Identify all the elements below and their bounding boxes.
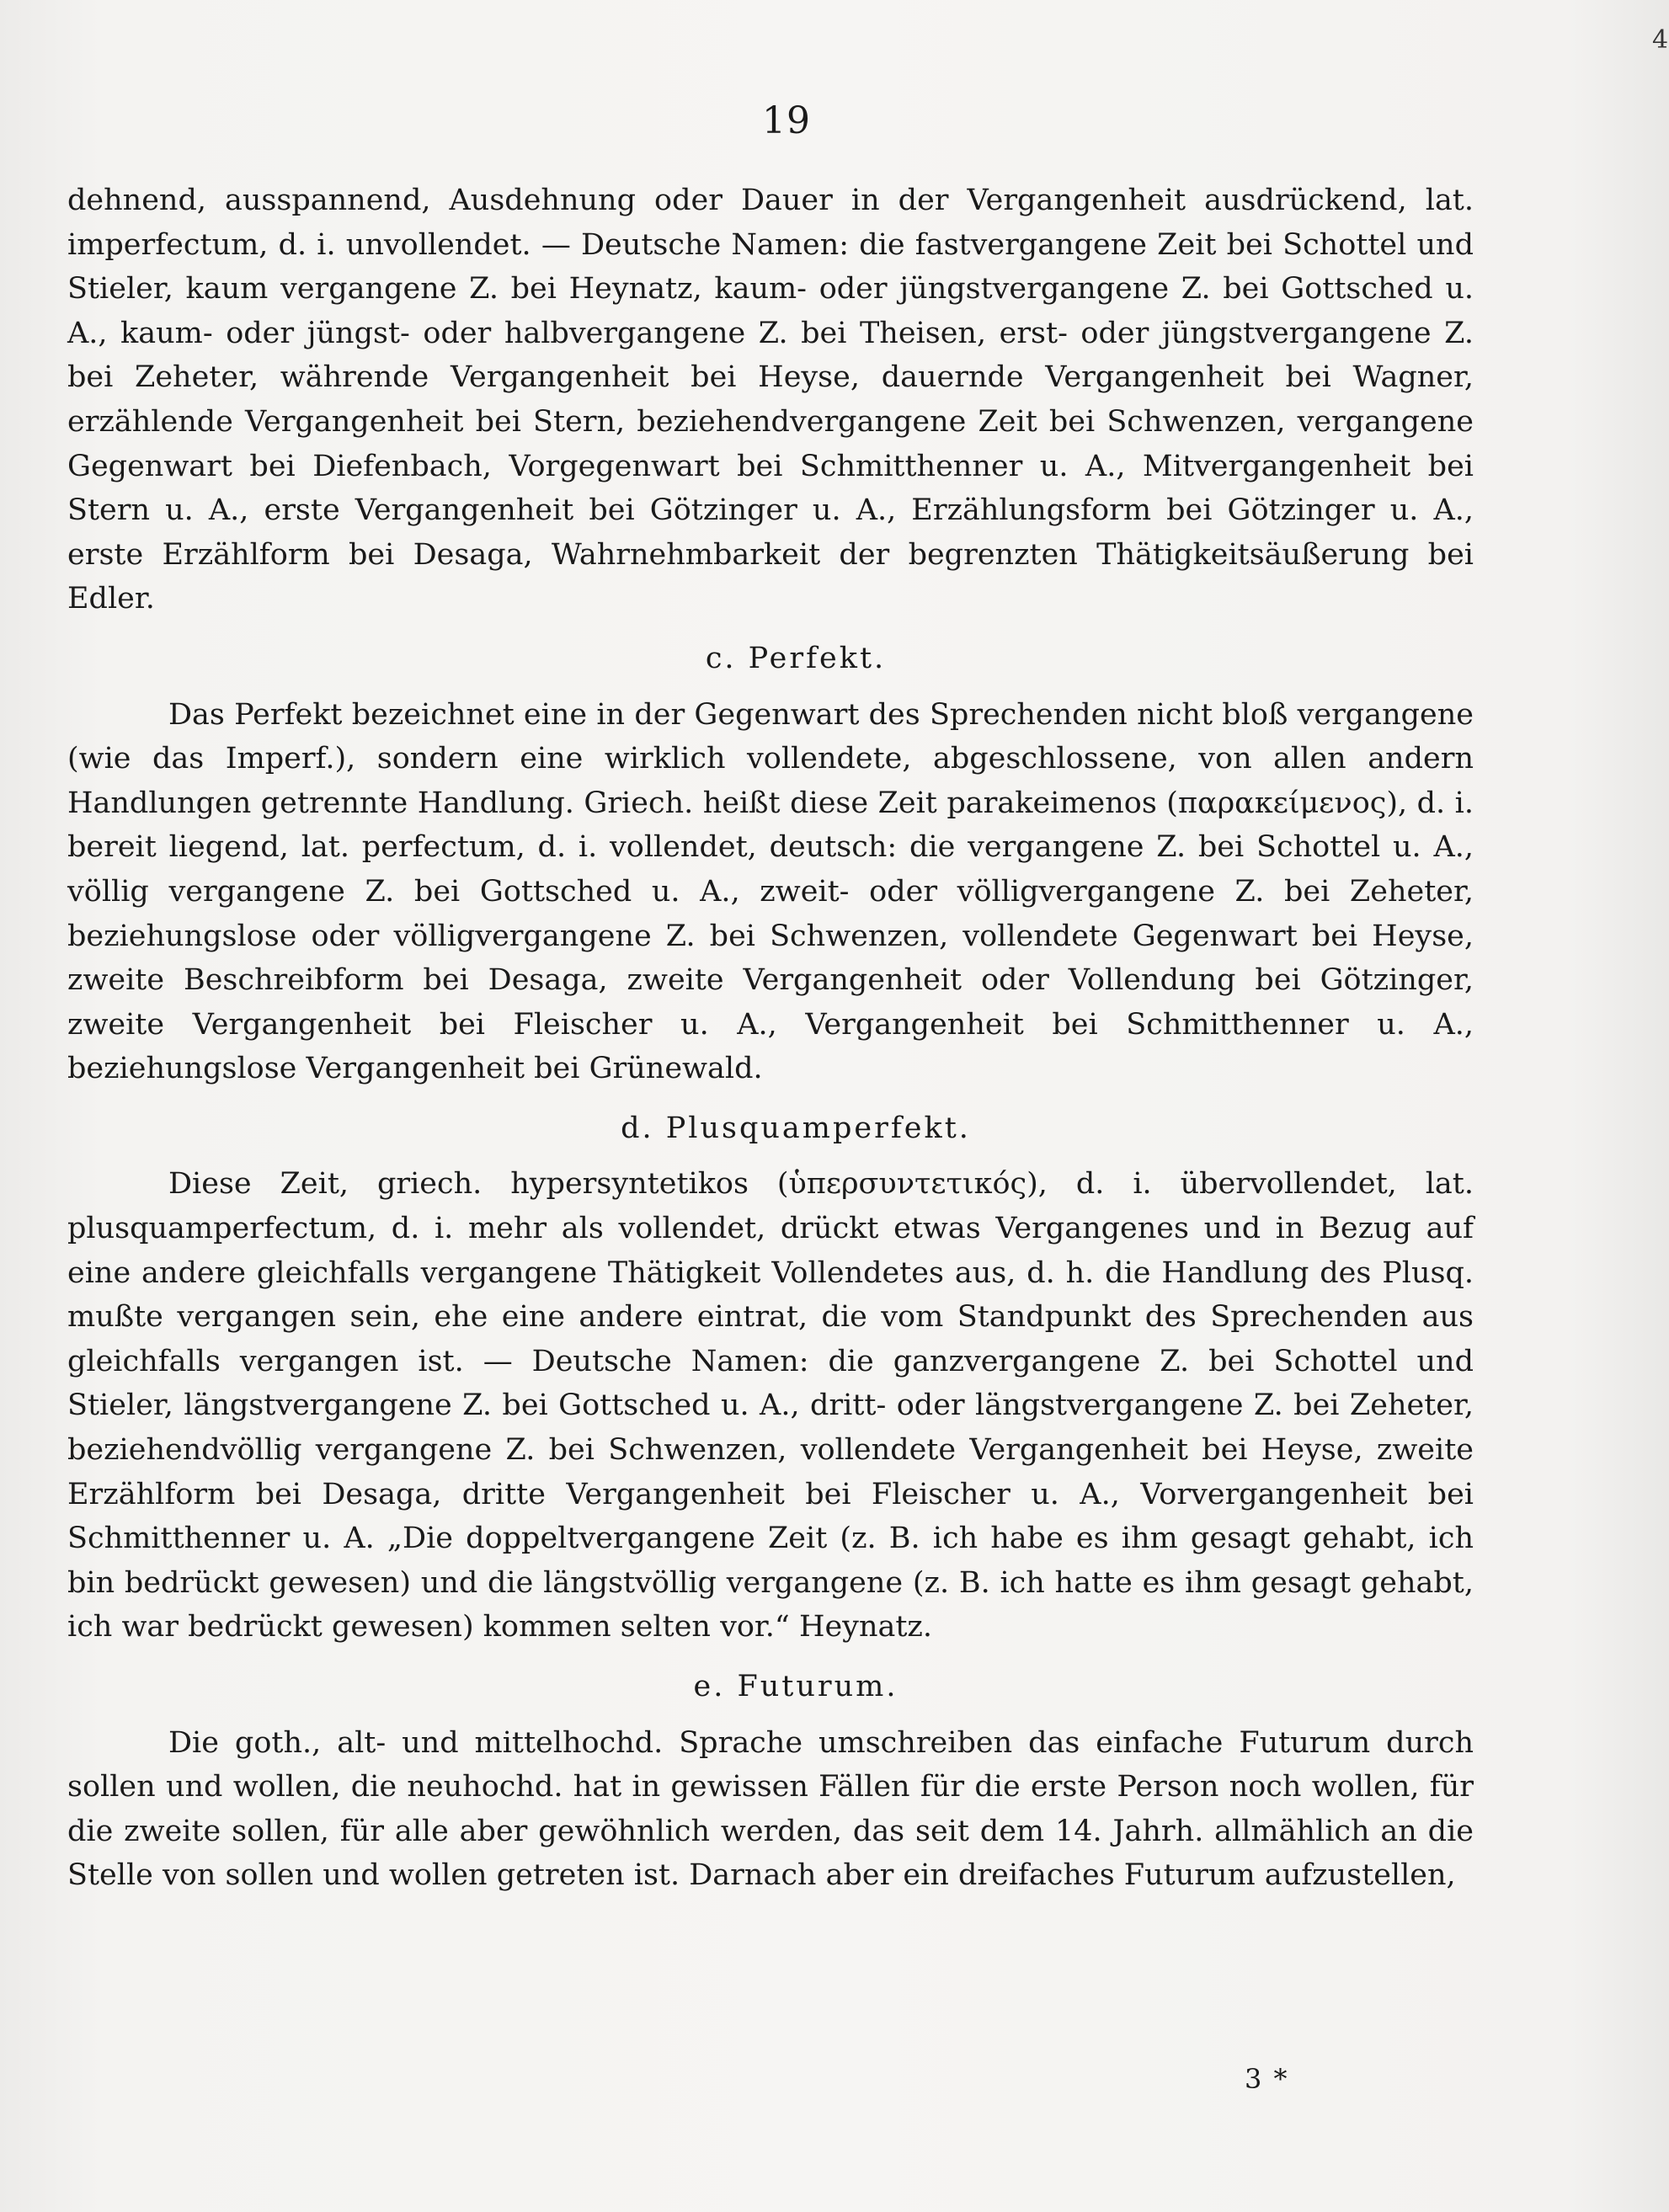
paragraph-futurum: Die goth., alt- und mittelhochd. Sprache umschreiben das einfache Futurum durch sollen und wollen, die neuhochd. hat in gewissen Fällen für die erste Person noch wollen, für die zweite sollen, für alle aber gewöhnlich werden, das seit dem 14. Jahrh. allmählich an die Stelle von sollen und wollen getreten ist. Darnach aber ein dreifaches Futurum aufzustellen,: [67, 1725, 1474, 1893]
heading-perfekt: c. Perfekt.: [705, 641, 887, 675]
heading-plusquamperfekt: d. Plusquamperfekt.: [621, 1111, 971, 1145]
corner-mark: 4: [1652, 25, 1669, 55]
paragraph-imperfekt-continued: dehnend, ausspannend, Ausdehnung oder Dauer in der Vergangenheit ausdrückend, lat. imperfectum, d. i. unvollendet. — Deutsche Namen: die fastvergangene Zeit bei Schottel und Stieler, kaum vergangene Z. bei Heynatz, kaum- oder jüngstvergangene Z. bei Gottsched u. A., kaum- oder jüngst- oder halbvergangene Z. bei Theisen, erst- oder jüngstvergangene Z. bei Zeheter, währende Vergangenheit bei Heyse, dauernde Vergangenheit bei Wagner, erzählende Vergangenheit bei Stern, beziehendvergangene Zeit bei Schwenzen, vergangene Gegenwart bei Diefenbach, Vorgegenwart bei Schmitthenner u. A., Mitvergangenheit bei Stern u. A., erste Vergangenheit bei Götzinger u. A., Erzählungsform bei Götzinger u. A., erste Erzählform bei Desaga, Wahrnehmbarkeit der begrenzten Thätigkeitsäußerung bei Edler.: [67, 184, 1474, 616]
paragraph-perfekt: Das Perfekt bezeichnet eine in der Gegenwart des Sprechenden nicht bloß vergangene (wie das Imperf.), sondern eine wirklich vollendete, abgeschlossene, von allen andern Handlungen getrennte Handlung. Griech. heißt diese Zeit parakeimenos (παρακείμενος), d. i. bereit liegend, lat. perfectum, d. i. vollendet, deutsch: die vergangene Z. bei Schottel u. A., völlig vergangene Z. bei Gottsched u. A., zweit- oder völligvergangene Z. bei Zeheter, beziehungslose oder völligvergangene Z. bei Schwenzen, vollendete Gegenwart bei Heyse, zweite Beschreibform bei Desaga, zweite Vergangenheit oder Vollendung bei Götzinger, zweite Vergangenheit bei Fleischer u. A., Vergangenheit bei Schmitthenner u. A., beziehungslose Vergangenheit bei Grünewald.: [67, 697, 1474, 1086]
body-text: [67, 179, 1474, 1898]
page-number: 19: [762, 99, 811, 142]
heading-futurum: e. Futurum.: [693, 1670, 898, 1703]
paragraph-plusquamperfekt: Diese Zeit, griech. hypersyntetikos (ὑπερσυντετικός), d. i. übervollendet, lat. plusquamperfectum, d. i. mehr als vollendet, drückt etwas Vergangenes und in Bezug auf eine andere gleichfalls vergangene Thätigkeit Vollendetes aus, d. h. die Handlung des Plusq. mußte vergangen sein, ehe eine andere eintrat, die vom Standpunkt des Sprechenden aus gleichfalls vergangen ist. — Deutsche Namen: die ganzvergangene Z. bei Schottel und Stieler, längstvergangene Z. bei Gottsched u. A., dritt- oder längstvergangene Z. bei Zeheter, beziehendvöllig vergangene Z. bei Schwenzen, vollendete Vergangenheit bei Heyse, zweite Erzählform bei Desaga, dritte Vergangenheit bei Fleischer u. A., Vorvergangenheit bei Schmitthenner u. A. „Die doppeltvergangene Zeit (z. B. ich habe es ihm gesagt gehabt, ich bin bedrückt gewesen) und die längstvöllig vergangene (z. B. ich hatte es ihm gesagt gehabt, ich war bedrückt gewesen) kommen selten vor.“ Heynatz.: [67, 1167, 1474, 1644]
signature-mark: 3 *: [1245, 2063, 1289, 2095]
